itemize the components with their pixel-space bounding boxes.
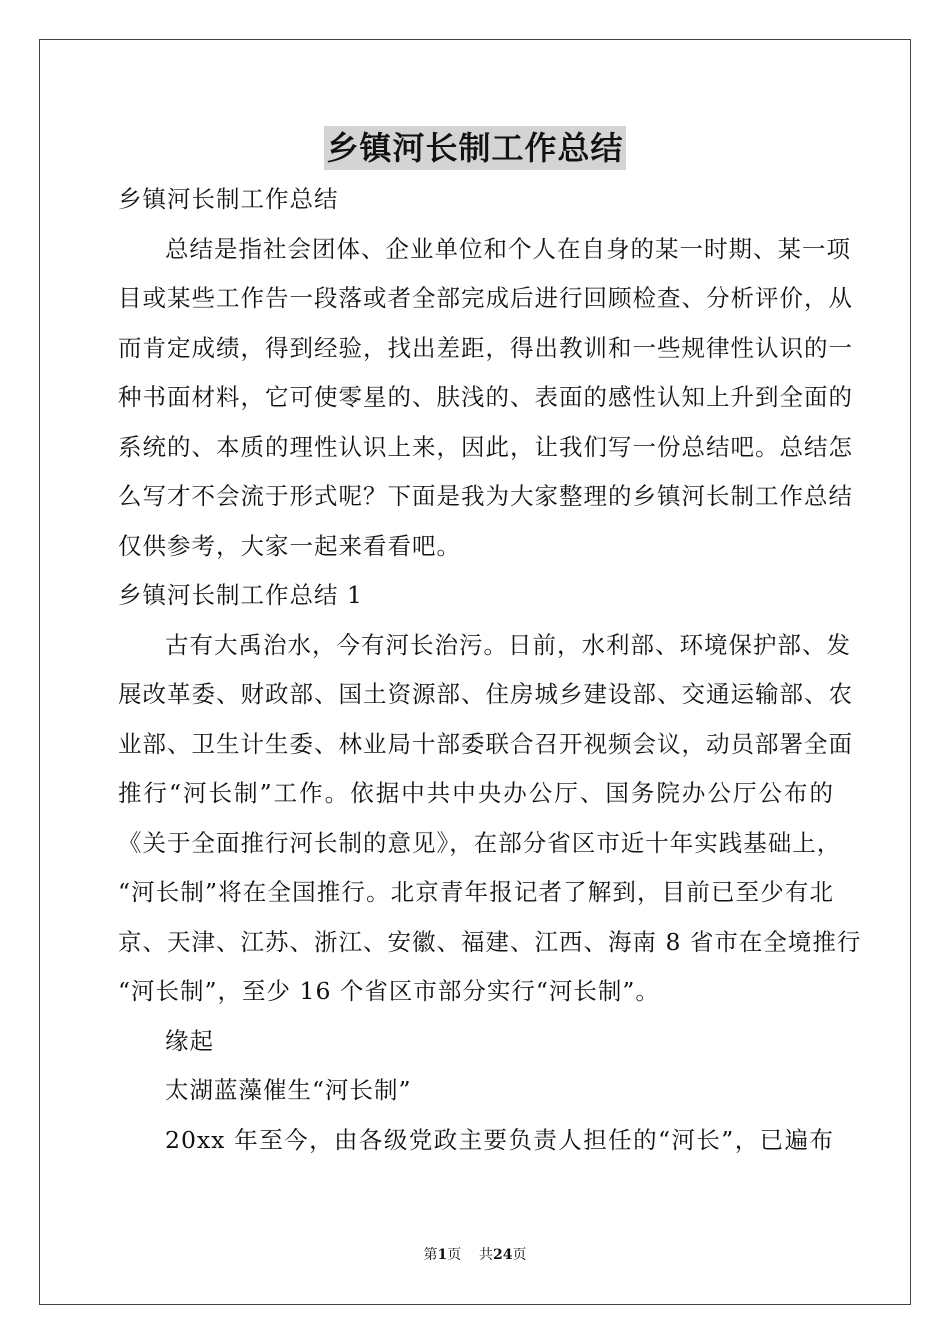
section-line: 业部、卫生计生委、林业局十部委联合召开视频会议，动员部署全面: [118, 729, 853, 758]
intro-line: 仅供参考，大家一起来看看吧。: [118, 531, 461, 560]
subtitle: 乡镇河长制工作总结: [118, 185, 339, 213]
document-title: 乡镇河长制工作总结: [324, 126, 625, 170]
paragraph-line: 20xx 年至今，由各级党政主要负责人担任的“河长”，已遍布: [165, 1125, 834, 1154]
intro-line: 么写才不会流于形式呢？下面是我为大家整理的乡镇河长制工作总结: [118, 482, 853, 510]
page-suffix: 页: [447, 1247, 462, 1263]
sub-heading: 太湖蓝藻催生“河长制”: [165, 1076, 412, 1104]
section-line: 古有大禹治水，今有河长治污。日前，水利部、环境保护部、发: [165, 630, 851, 659]
total-pages: 24: [493, 1247, 513, 1263]
section-line: 推行“河长制”工作。依据中共中央办公厅、国务院办公厅公布的: [118, 779, 834, 807]
intro-line: 目或某些工作告一段落或者全部完成后进行回顾检查、分析评价，从: [118, 284, 853, 312]
section-heading: 乡镇河长制工作总结 1: [118, 581, 363, 609]
section-line: 《关于全面推行河长制的意见》，在部分省区市近十年实践基础上，: [118, 828, 842, 857]
intro-line: 系统的、本质的理性认识上来，因此，让我们写一份总结吧。总结怎: [118, 432, 853, 461]
document-body: [118, 175, 862, 1165]
title-wrap: [0, 126, 950, 170]
intro-line: 而肯定成绩，得到经验，找出差距，得出教训和一些规律性认识的一: [118, 333, 853, 362]
intro-line: 种书面材料，它可使零星的、肤浅的、表面的感性认知上升到全面的: [118, 383, 853, 411]
page-number: 1: [437, 1247, 448, 1263]
page-footer: [0, 1244, 950, 1264]
section-line: 展改革委、财政部、国土资源部、住房城乡建设部、交通运输部、农: [118, 680, 853, 708]
total-suffix: 页: [512, 1247, 527, 1263]
section-line: “河长制”，至少 16 个省区市部分实行“河长制”。: [118, 977, 660, 1005]
total-prefix: 共: [479, 1247, 494, 1263]
page-prefix: 第: [423, 1247, 438, 1263]
intro-line: 总结是指社会团体、企业单位和个人在自身的某一时期、某一项: [165, 234, 851, 263]
origin-label: 缘起: [165, 1026, 214, 1055]
section-line: “河长制”将在全国推行。北京青年报记者了解到，目前已至少有北: [118, 878, 834, 906]
section-line: 京、天津、江苏、浙江、安徽、福建、江西、海南 8 省市在全境推行: [118, 927, 862, 956]
